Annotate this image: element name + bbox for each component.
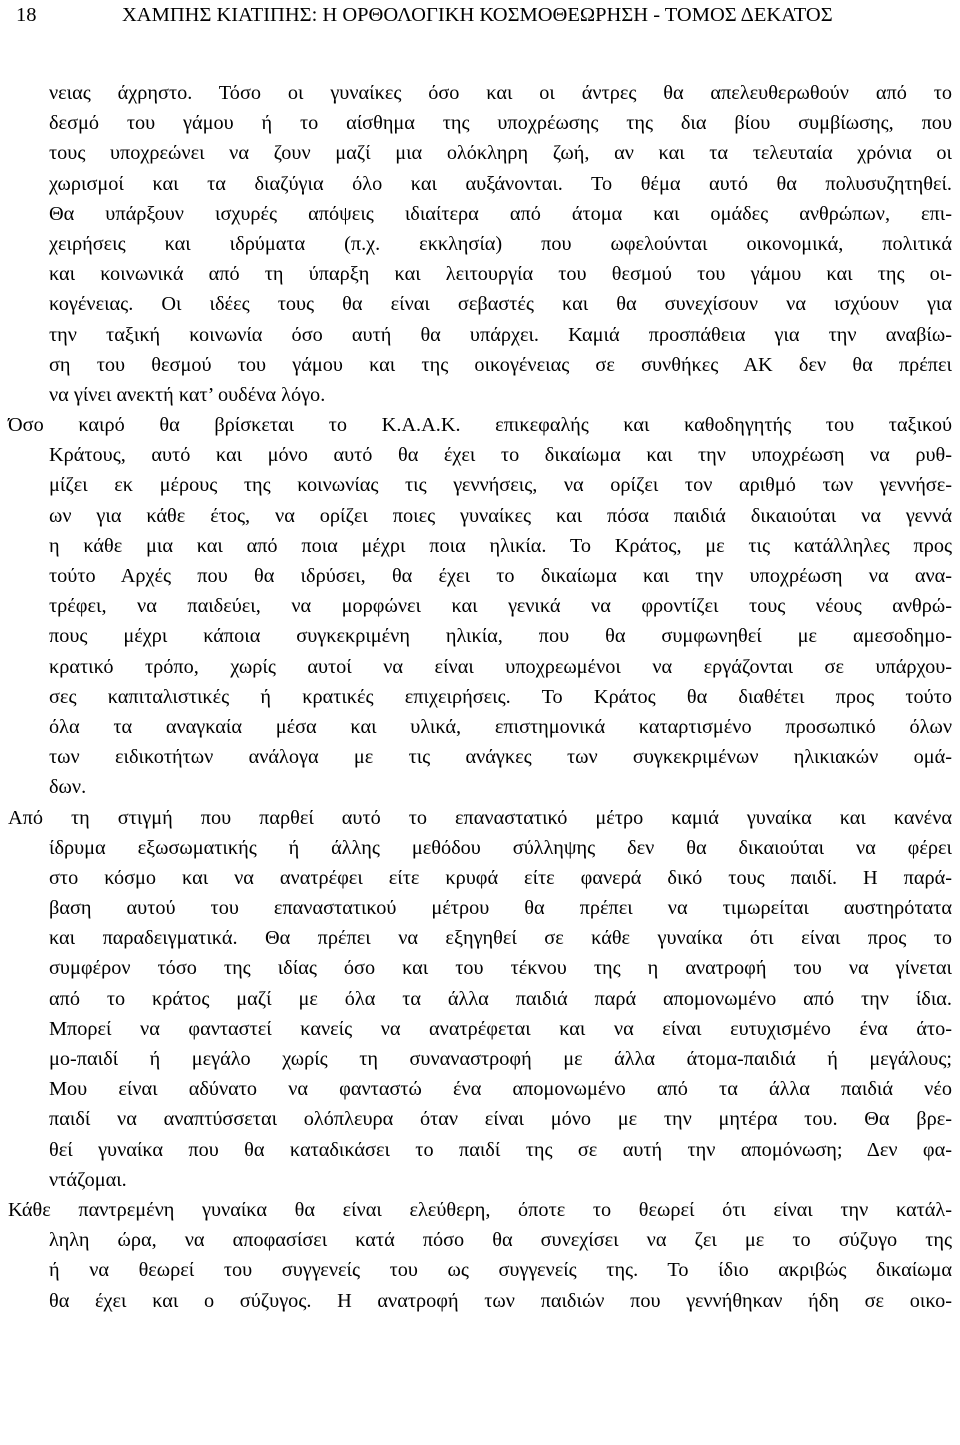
text-line: στο κόσμο και να ανατρέφει είτε κρυφά είτε φανερά δικό τους παιδί. Η παρά- — [49, 866, 952, 889]
text-line: χειρήσεις και ιδρύματα (π.χ. εκκλησία) που ωφελούνται οικονομικά, πολιτικά — [49, 232, 952, 255]
text-line: δων. — [49, 776, 87, 799]
text-line: βαση αυτού του επαναστατικού μέτρου θα πρέπει να τιμωρείται αυστηρότατα — [49, 897, 952, 920]
body-text — [0, 78, 960, 1316]
text-line: Κράτους, αυτό και μόνο αυτό θα έχει το δικαίωμα και την υποχρέωση να ρυθ- — [49, 444, 952, 467]
text-line: και παραδειγματικά. Θα πρέπει να εξηγηθεί σε κάθε γυναίκα ότι είναι προς το — [49, 927, 952, 950]
paragraph — [0, 410, 960, 802]
text-line: ση του θεσμού του γάμου και της οικογένειας σε συνθήκες ΑΚ δεν θα πρέπει — [49, 353, 952, 376]
text-line: την ταξική κοινωνία όσο αυτή θα υπάρχει. Καμιά προσπάθεια για την αναβίω- — [49, 323, 952, 346]
paragraph — [0, 803, 960, 1195]
text-line: ίδρυμα εξωσωματικής ή άλλης μεθόδου σύλληψης δεν θα δικαιούται να φέρει — [49, 836, 952, 859]
text-line: των ειδικοτήτων ανάλογα με τις ανάγκες των συγκεκριμένων ηλικιακών ομά- — [49, 746, 952, 769]
text-line: και κοινωνικά από τη ύπαρξη και λειτουργία του θεσμού του γάμου και της οι- — [49, 263, 952, 286]
text-line: πους μέχρι κάποια συγκεκριμένη ηλικία, που θα συμφωνηθεί με αμεσοδημο- — [49, 625, 952, 648]
text-line: Μου είναι αδύνατο να φανταστώ ένα απομονωμένο από τα άλλα παιδιά νέο — [49, 1078, 952, 1101]
text-line: θεί γυναίκα που θα καταδικάσει το παιδί της σε αυτή την απομόνωση; Δεν φα- — [49, 1138, 952, 1161]
text-line: νειας άχρηστο. Τόσο οι γυναίκες όσο και οι άντρες θα απελευθερωθούν από το — [49, 82, 952, 104]
text-line: τρέφει, να παιδεύει, να μορφώνει και γενικά να φροντίζει τους νέους ανθρώ- — [49, 595, 952, 618]
text-line: Όσο καιρό θα βρίσκεται το Κ.Α.Α.Κ. επικεφαλής και καθοδηγητής του ταξικού — [8, 414, 952, 437]
text-line: Θα υπάρξουν ισχυρές απόψεις ιδιαίτερα από άτομα και ομάδες ανθρώπων, επι- — [49, 202, 952, 225]
paragraph — [0, 78, 960, 410]
paragraph — [0, 1195, 960, 1316]
text-line: ων για κάθε έτος, να ορίζει ποιες γυναίκες και πόσα παιδιά δικαιούται να γεννά — [49, 504, 952, 527]
text-line: δεσμό του γάμου ή το αίσθημα της υποχρέωσης της δια βίου συμβίωσης, που — [49, 112, 952, 135]
text-line: όλα τα αναγκαία μέσα και υλικά, επιστημονικά καταρτισμένο προσωπικό όλων — [49, 715, 952, 738]
text-line: να γίνει ανεκτή κατ’ ουδένα λόγο. — [49, 383, 326, 406]
text-line: από το κράτος μαζί με όλα τα άλλα παιδιά παρά απομονωμένο από την ίδια. — [49, 987, 952, 1010]
running-head: ΧΑΜΠΗΣ ΚΙΑΤΙΠΗΣ: Η ΟΡΘΟΛΟΓΙΚΗ ΚΟΣΜΟΘΕΩΡΗΣΗ - ΤΟΜΟΣ ΔΕΚΑΤΟΣ — [122, 4, 833, 26]
text-line: τους υποχρεώνει να ζουν μαζί μια ολόκληρη ζωή, αν και τα τελευταία χρόνια οι — [49, 142, 952, 165]
text-line: ντάζομαι. — [49, 1168, 127, 1191]
text-line: μίζει εκ μέρους της κοινωνίας τις γεννήσεις, να ορίζει τον αριθμό των γεννήσε- — [49, 474, 952, 497]
text-line: σες καπιταλιστικές ή κρατικές επιχειρήσεις. Το Κράτος θα διαθέτει προς τούτο — [49, 685, 952, 708]
text-line: Μπορεί να φανταστεί κανείς να ανατρέφεται και να είναι ευτυχισμένο ένα άτο- — [49, 1017, 952, 1040]
text-line: κρατικό τρόπο, χωρίς αυτοί να είναι υποχρεωμένοι να εργάζονται σε υπάρχου- — [49, 655, 952, 678]
text-line: Κάθε παντρεμένη γυναίκα θα είναι ελεύθερη, όποτε το θεωρεί ότι είναι την κατάλ- — [8, 1198, 952, 1221]
text-line: θα έχει και ο σύζυγος. Η ανατροφή των παιδιών που γεννήθηκαν ήδη σε οικο- — [49, 1289, 952, 1312]
text-line: χωρισμοί και τα διαζύγια όλο και αυξάνονται. Το θέμα αυτό θα πολυσυζητηθεί. — [49, 172, 952, 195]
text-line: ή να θεωρεί του συγγενείς του ως συγγενείς της. Το ίδιο ακριβώς δικαίωμα — [49, 1259, 952, 1282]
text-line: Από τη στιγμή που παρθεί αυτό το επαναστατικό μέτρο καμιά γυναίκα και κανένα — [8, 806, 952, 829]
text-line: τούτο Αρχές που θα ιδρύσει, θα έχει το δικαίωμα και την υποχρέωση να ανα- — [49, 565, 952, 587]
text-line: ληλη ώρα, να αποφασίσει κατά πόσο θα συνεχίσει να ζει με το σύζυγο της — [49, 1229, 952, 1252]
text-line: συμφέρον τόσο της ιδίας όσο και του τέκνου της η ανατροφή του να γίνεται — [49, 957, 952, 980]
text-line: κογένειας. Οι ιδέες τους θα είναι σεβαστές και θα συνεχίσουν να ισχύουν για — [49, 293, 952, 316]
page-number: 18 — [16, 4, 37, 26]
page-header — [0, 0, 960, 40]
text-line: μο-παιδί ή μεγάλο χωρίς τη συναναστροφή με άλλα άτομα-παιδιά ή μεγάλους; — [49, 1048, 952, 1070]
text-line: παιδί να αναπτύσσεται ολόπλευρα όταν είναι μόνο με την μητέρα του. Θα βρε- — [49, 1108, 952, 1131]
text-line: η κάθε μια και από ποια μέχρι ποια ηλικία. Το Κράτος, με τις κατάλληλες προς — [49, 534, 952, 557]
